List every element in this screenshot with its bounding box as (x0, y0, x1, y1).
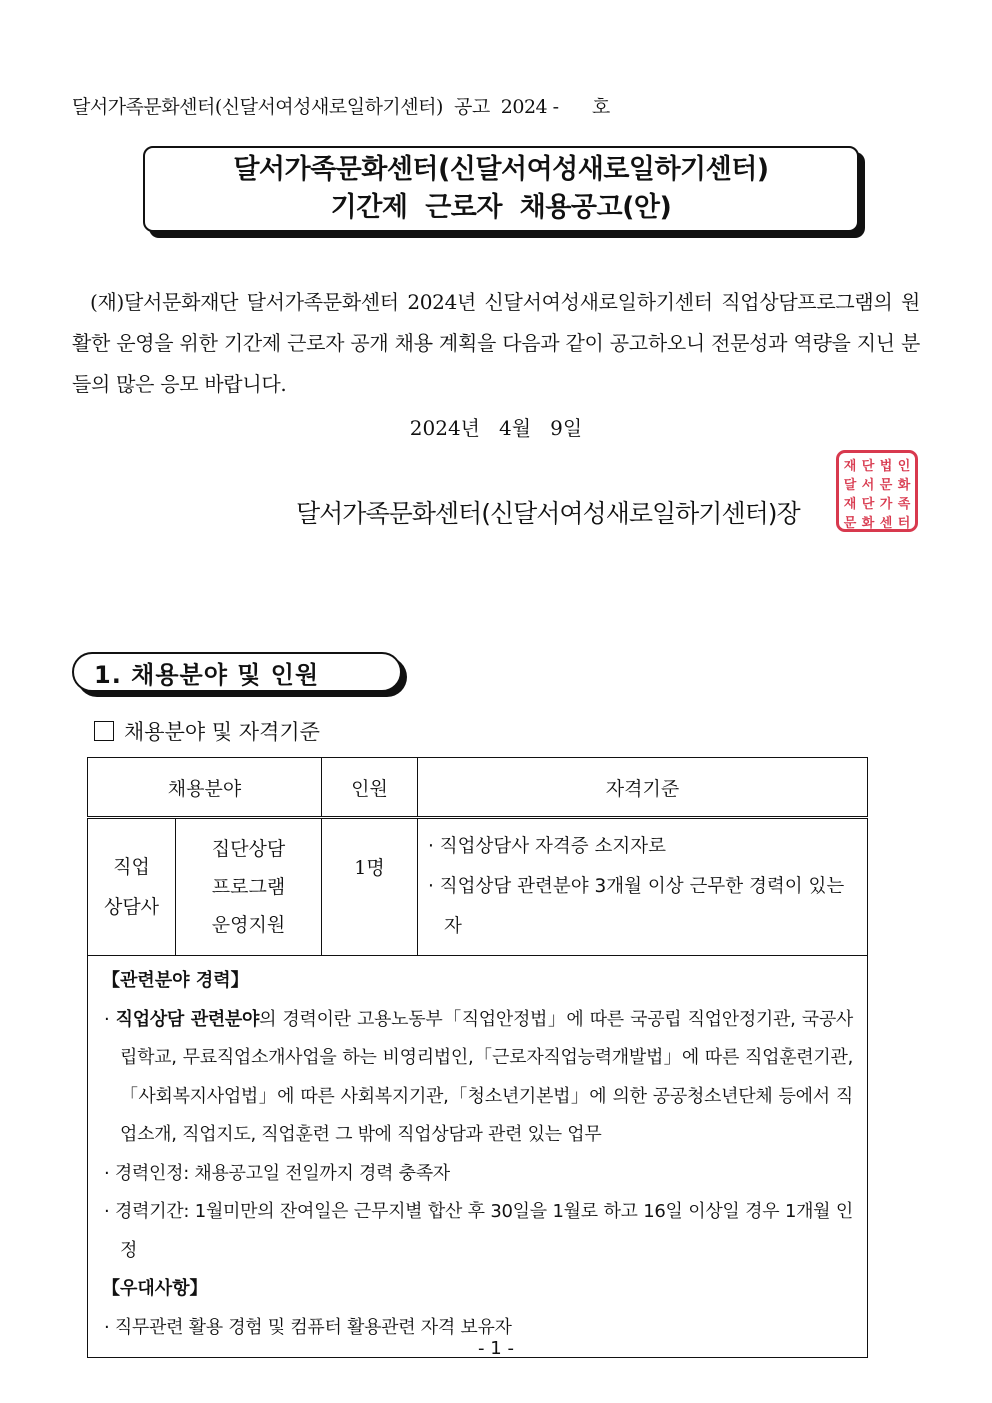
title-line-1: 달서가족문화센터(신달서여성새로일하기센터) (233, 154, 769, 185)
official-seal (836, 450, 918, 532)
qualification-item: · 직업상담사 자격증 소지자로 (428, 836, 666, 857)
seal-glyph: 재 (843, 459, 857, 474)
seal-glyph: 재 (843, 497, 857, 512)
intro-paragraph: (재)달서문화재단 달서가족문화센터 2024년 신달서여성새로일하기센터 직업상담프로그램의 원활한 운영을 위한 기간제 근로자 공개 채용 계획을 다음과 같이 공고하오니 전문성과 역량을 지닌 분들의 많은 응모 바랍니다. (72, 290, 920, 396)
preference-item: · 직무관련 활용 경험 및 컴퓨터 활용관련 자격 보유자 (104, 1316, 512, 1338)
header-count: 인원 (322, 758, 418, 818)
seal-glyph: 단 (861, 497, 875, 512)
subheading-text: 채용분야 및 자격기준 (124, 720, 320, 744)
announcement-date: 2024년 4월 9일 (409, 416, 583, 440)
header-qualification: 자격기준 (418, 758, 868, 818)
preference-heading: 【우대사항】 (102, 1278, 208, 1299)
seal-glyph: 화 (897, 478, 911, 493)
field-cell: 직업 상담사 (88, 818, 176, 956)
seal-glyph: 화 (861, 516, 875, 531)
table-row (88, 818, 868, 956)
page-number: - 1 - (478, 1338, 514, 1359)
header-field: 채용분야 (88, 758, 322, 818)
notice-number: 달서가족문화센터(신달서여성새로일하기센터) 공고 2024 - 호 (72, 96, 610, 118)
seal-glyph: 터 (897, 516, 911, 531)
qualification-cell (418, 818, 868, 956)
seal-glyph: 센 (879, 516, 893, 531)
seal-glyph: 문 (879, 478, 893, 493)
subheading (94, 716, 320, 746)
signer-name: 달서가족문화센터(신달서여성새로일하기센터)장 (296, 499, 800, 528)
seal-glyph: 달 (843, 478, 857, 493)
role-cell: 집단상담 프로그램 운영지원 (176, 818, 322, 956)
related-item: · 직업상담 관련분야의 경력이란 고용노동부「직업안정법」에 따른 국공립 직업안정기관, 국공사립학교, 무료직업소개사업을 하는 비영리법인,「근로자직업능력개발법」에 따른 직업훈련기관, 「사회복지사업법」에 따른 사회복지기관,「청소년기본법」에 의한 공공청소년단체 등에서 직업소개, 직업지도, 직업훈련 그 밖에 직업상담과 관련 있는 업무 (104, 1008, 854, 1145)
seal-glyph: 가 (879, 497, 893, 512)
seal-glyph: 문 (843, 516, 857, 531)
seal-glyph: 법 (879, 459, 893, 474)
notes-cell (88, 956, 868, 1358)
career-recognition-item: · 경력인정: 채용공고일 전일까지 경력 충족자 (104, 1162, 450, 1184)
title-box (143, 146, 859, 232)
recruitment-table (87, 757, 868, 1358)
count-cell: 1명 (322, 818, 418, 956)
seal-glyph: 인 (897, 459, 911, 474)
seal-glyph: 단 (861, 459, 875, 474)
qualification-item: · 직업상담 관련분야 3개월 이상 근무한 경력이 있는 자 (428, 876, 845, 937)
career-period-item: · 경력기간: 1월미만의 잔여일은 근무지별 합산 후 30일을 1월로 하고 16일 이상일 경우 1개월 인정 (104, 1201, 853, 1261)
related-bold: 직업상담 관련분야 (115, 1008, 260, 1030)
seal-glyph: 서 (861, 478, 875, 493)
notes-row (88, 956, 868, 1358)
title-line-2: 기간제 근로자 채용공고(안) (330, 192, 672, 223)
related-text: 의 경력이란 고용노동부「직업안정법」에 따른 국공립 직업안정기관, 국공사립학교, 무료직업소개사업을 하는 비영리법인,「근로자직업능력개발법」에 따른 직업훈련기관, 「사회복지사업법」에 따른 사회복지기관,「청소년기본법」에 의한 공공청소년단체 등에서 직업소개, 직업지도, 직업훈련 그 밖에 직업상담과 관련 있는 업무 (120, 1008, 854, 1145)
section-1-title: 1. 채용분야 및 인원 (72, 652, 402, 692)
seal-glyph: 족 (897, 497, 911, 512)
related-heading: 【관련분야 경력】 (102, 970, 249, 991)
checkbox-square-icon (94, 721, 114, 741)
table-header-row (88, 758, 868, 818)
